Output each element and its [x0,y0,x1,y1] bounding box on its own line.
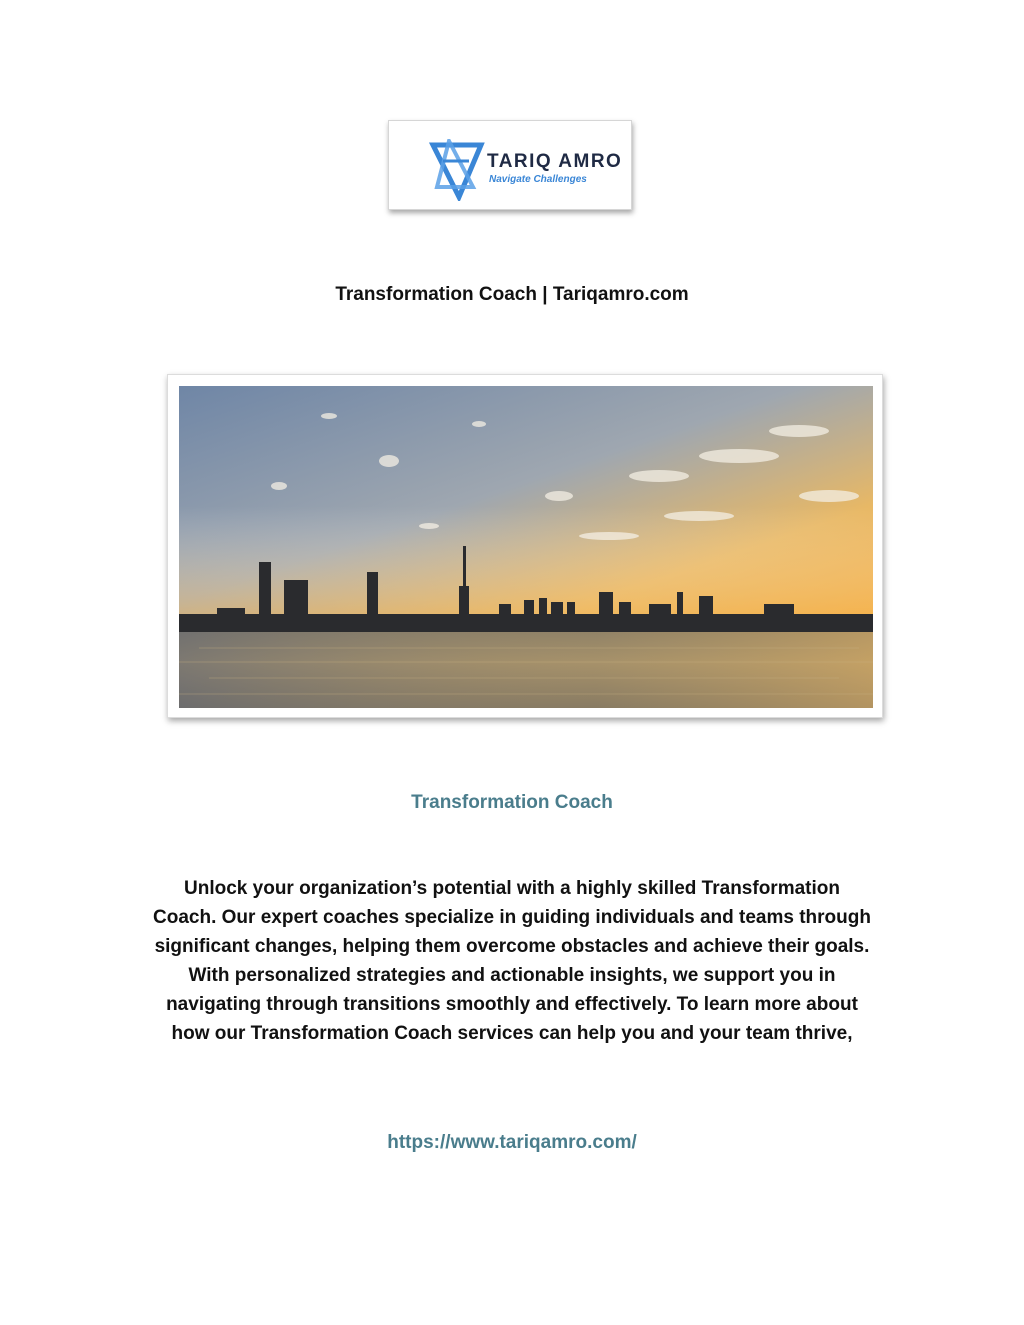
city-skyline-sunset-photo [179,386,873,708]
photo-frame [167,374,883,718]
logo-tagline: Navigate Challenges [489,174,587,185]
page-title: Transformation Coach | Tariqamro.com [335,284,689,305]
section-heading: Transformation Coach [411,792,613,813]
body-paragraph: Unlock your organization’s potential with a highly skilled Transformation Coach. Our expert coaches specialize in guiding individuals and teams through significant changes, helping them overcome obstacles and achieve their goals. With personalized strategies and actionable insights, we support you in navigating through transitions smoothly and effectively. To learn more about how our Transformation Coach services can help you and your team thrive, [153,878,871,1044]
logo-card [388,120,632,210]
website-link[interactable]: https://www.tariqamro.com/ [387,1132,637,1153]
tariq-amro-logo-icon [429,139,485,201]
logo-name: TARIQ AMRO [487,151,623,172]
